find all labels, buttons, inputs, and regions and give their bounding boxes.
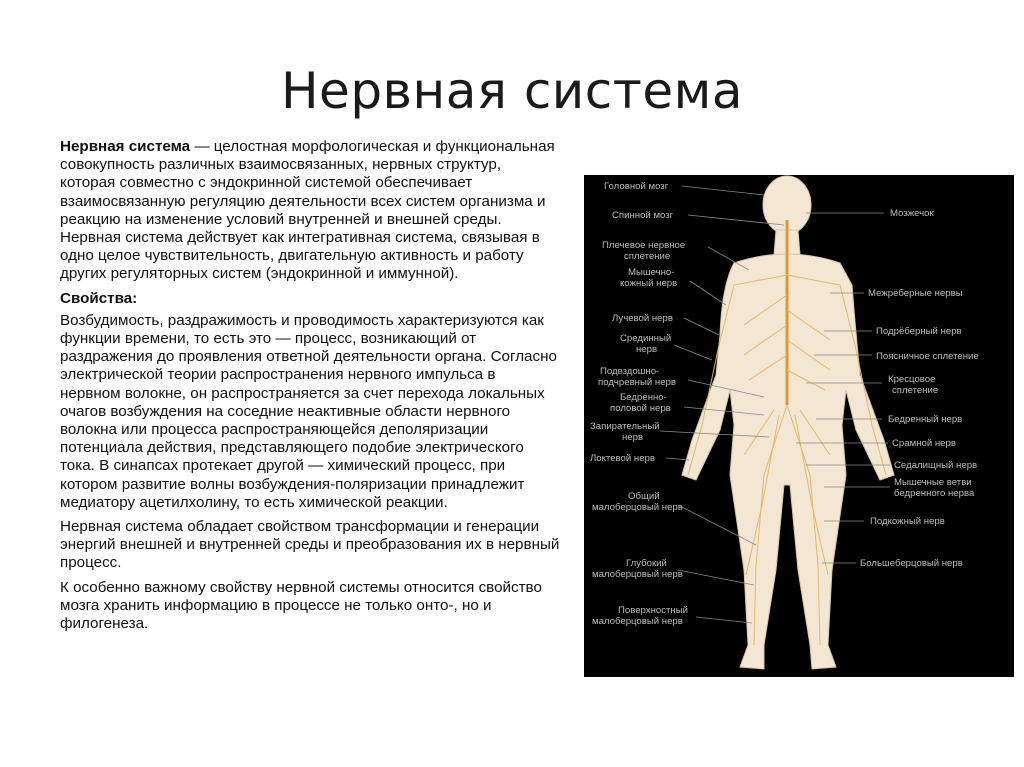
label-brain: Головной мозг — [604, 181, 669, 192]
label-pudendal-nerve: Срамной нерв — [892, 438, 956, 449]
label-saphenous-nerve: Подкожный нерв — [870, 516, 945, 527]
label-radial-nerve: Лучевой нерв — [612, 313, 673, 324]
label-iliohypogastric-1: Подвздошно- — [600, 366, 660, 377]
label-median-1: Срединный — [620, 333, 672, 344]
label-brachial-plexus-2: сплетение — [624, 251, 671, 262]
svg-text:Глубокиймалоберцовый нерв — [592, 558, 683, 580]
nervous-system-figure — [584, 175, 1014, 677]
body-diagram — [584, 175, 1014, 677]
svg-text:Подкожный нерв — [870, 516, 945, 527]
label-spinal-cord: Спинной мозг — [612, 210, 674, 221]
svg-text:Кресцовоесплетение — [888, 374, 938, 396]
label-subcostal: Подрёберный нерв — [876, 326, 962, 337]
body-text — [60, 138, 560, 639]
svg-text:Бедренный нерв — [888, 414, 962, 425]
label-cerebellum: Мозжечок — [890, 208, 934, 219]
properties-heading: Свойства: — [60, 289, 138, 307]
svg-text:Большеберцовый нерв — [860, 558, 963, 569]
label-common-peroneal-1: Общий — [628, 491, 660, 502]
label-sciatic-nerve: Седалищный нерв — [894, 460, 978, 471]
svg-text:Плечевое нервноесплетение — [602, 240, 685, 262]
label-muscular-branches-2: бедренного нерва — [894, 488, 975, 499]
label-musculocutaneous-1: Мышечно- — [628, 267, 675, 278]
svg-text:Срамной нерв — [892, 438, 956, 449]
svg-text:Межрёберные нервы — [868, 288, 963, 299]
definition-text: — целостная морфологическая и функциональная совокупность различных взаимосвязанных, нервных структур, которая совместно с эндокринной системой обеспечивает взаимосвязанную регуляцию деятельности всех систем организма и реакцию на изменение условий внутренней и внешней среды. Нервная система действует как интегративная система, связывая в одно целое чувствительность, двигательную активность и работу других регуляторных систем (эндокринной и иммунной). — [60, 138, 555, 283]
term-bold: Нервная система — [60, 138, 191, 155]
label-median-2: нерв — [636, 344, 658, 355]
label-ulnar-nerve: Локтевой нерв — [590, 453, 655, 464]
label-obturator-1: Запирательный — [590, 421, 660, 432]
svg-text:Запирательныйнерв — [590, 421, 660, 443]
label-genitofemoral-1: Бедренно- — [620, 392, 667, 403]
label-superficial-peroneal-2: малоберцовый нерв — [592, 616, 683, 627]
label-femoral-nerve: Бедренный нерв — [888, 414, 963, 425]
svg-text:Мышечные ветвибедренного нерва — [894, 477, 975, 499]
label-iliohypogastric-2: подчревный нерв — [598, 377, 676, 388]
label-obturator-2: нерв — [622, 432, 644, 443]
label-sacral-plexus-1: Кресцовое — [888, 374, 936, 385]
label-deep-peroneal-2: малоберцовый нерв — [592, 569, 683, 580]
label-lumbar-plexus: Поясничное сплетение — [876, 351, 979, 362]
paragraph-memory: К особенно важному свойству нервной системы относится свойство мозга хранить информацию в процессе не только онто-, но и филогенеза. — [60, 578, 542, 633]
label-muscular-branches-1: Мышечные ветви — [894, 477, 972, 488]
label-superficial-peroneal-1: Поверхностный — [618, 605, 688, 616]
label-tibial-nerve: Большеберцовый нерв — [860, 558, 963, 569]
slide-title: Нервная система — [280, 62, 744, 120]
paragraph-properties: Возбудимость, раздражимость и проводимость характеризуются как функции времени, то есть это — процесс, возникающий от раздражения до проявления ответной деятельности органа. Согласно электрической теории распространения нервного импульса в нервном волокне, он распространяется за счет перехода локальных очагов возбуждения на соседние неактивные области нервного волокна или процесса распространяющейся деполяризации потенциала действия, представляющего подобие электрического тока. В синапсах протекает другой — химический процесс, при котором развитие волны возбуждения-поляризации принадлежит медиатору ацетилхолину, то есть химической реакции. — [60, 311, 557, 511]
svg-text:Спинной мозг — [612, 210, 674, 221]
paragraph-definition — [60, 138, 560, 284]
svg-text:Мозжечок — [890, 208, 934, 219]
svg-text:Мышечно-кожный нерв — [620, 267, 677, 289]
svg-text:Лучевой нерв — [612, 313, 673, 324]
svg-text:Седалищный нерв — [894, 460, 977, 471]
label-musculocutaneous-2: кожный нерв — [620, 278, 678, 289]
svg-text:Бедренно-половой нерв — [610, 392, 671, 414]
svg-text:Локтевой нерв — [590, 453, 655, 464]
label-intercostal: Межрёберные нервы — [868, 288, 963, 299]
label-common-peroneal-2: малоберцовый нерв — [592, 502, 683, 513]
svg-text:Общиймалоберцовый нерв — [592, 491, 683, 513]
svg-text:Поясничное сплетение — [876, 351, 979, 362]
svg-text:Головной мозг — [604, 181, 669, 192]
label-genitofemoral-2: половой нерв — [610, 403, 671, 414]
label-brachial-plexus-1: Плечевое нервное — [602, 240, 686, 251]
label-sacral-plexus-2: сплетение — [892, 385, 939, 396]
label-deep-peroneal-1: Глубокий — [626, 558, 667, 569]
svg-text:Поверхностныймалоберцовый нерв — [592, 605, 688, 627]
svg-text:Срединныйнерв — [620, 333, 671, 355]
paragraph-transformation: Нервная система обладает свойством трансформации и генерации энергий внешней и внутренней среды и преобразования их в нервный процесс. — [60, 518, 560, 572]
svg-text:Подвздошно-подчревный нерв — [598, 366, 676, 388]
svg-text:Подрёберный нерв — [876, 326, 962, 337]
